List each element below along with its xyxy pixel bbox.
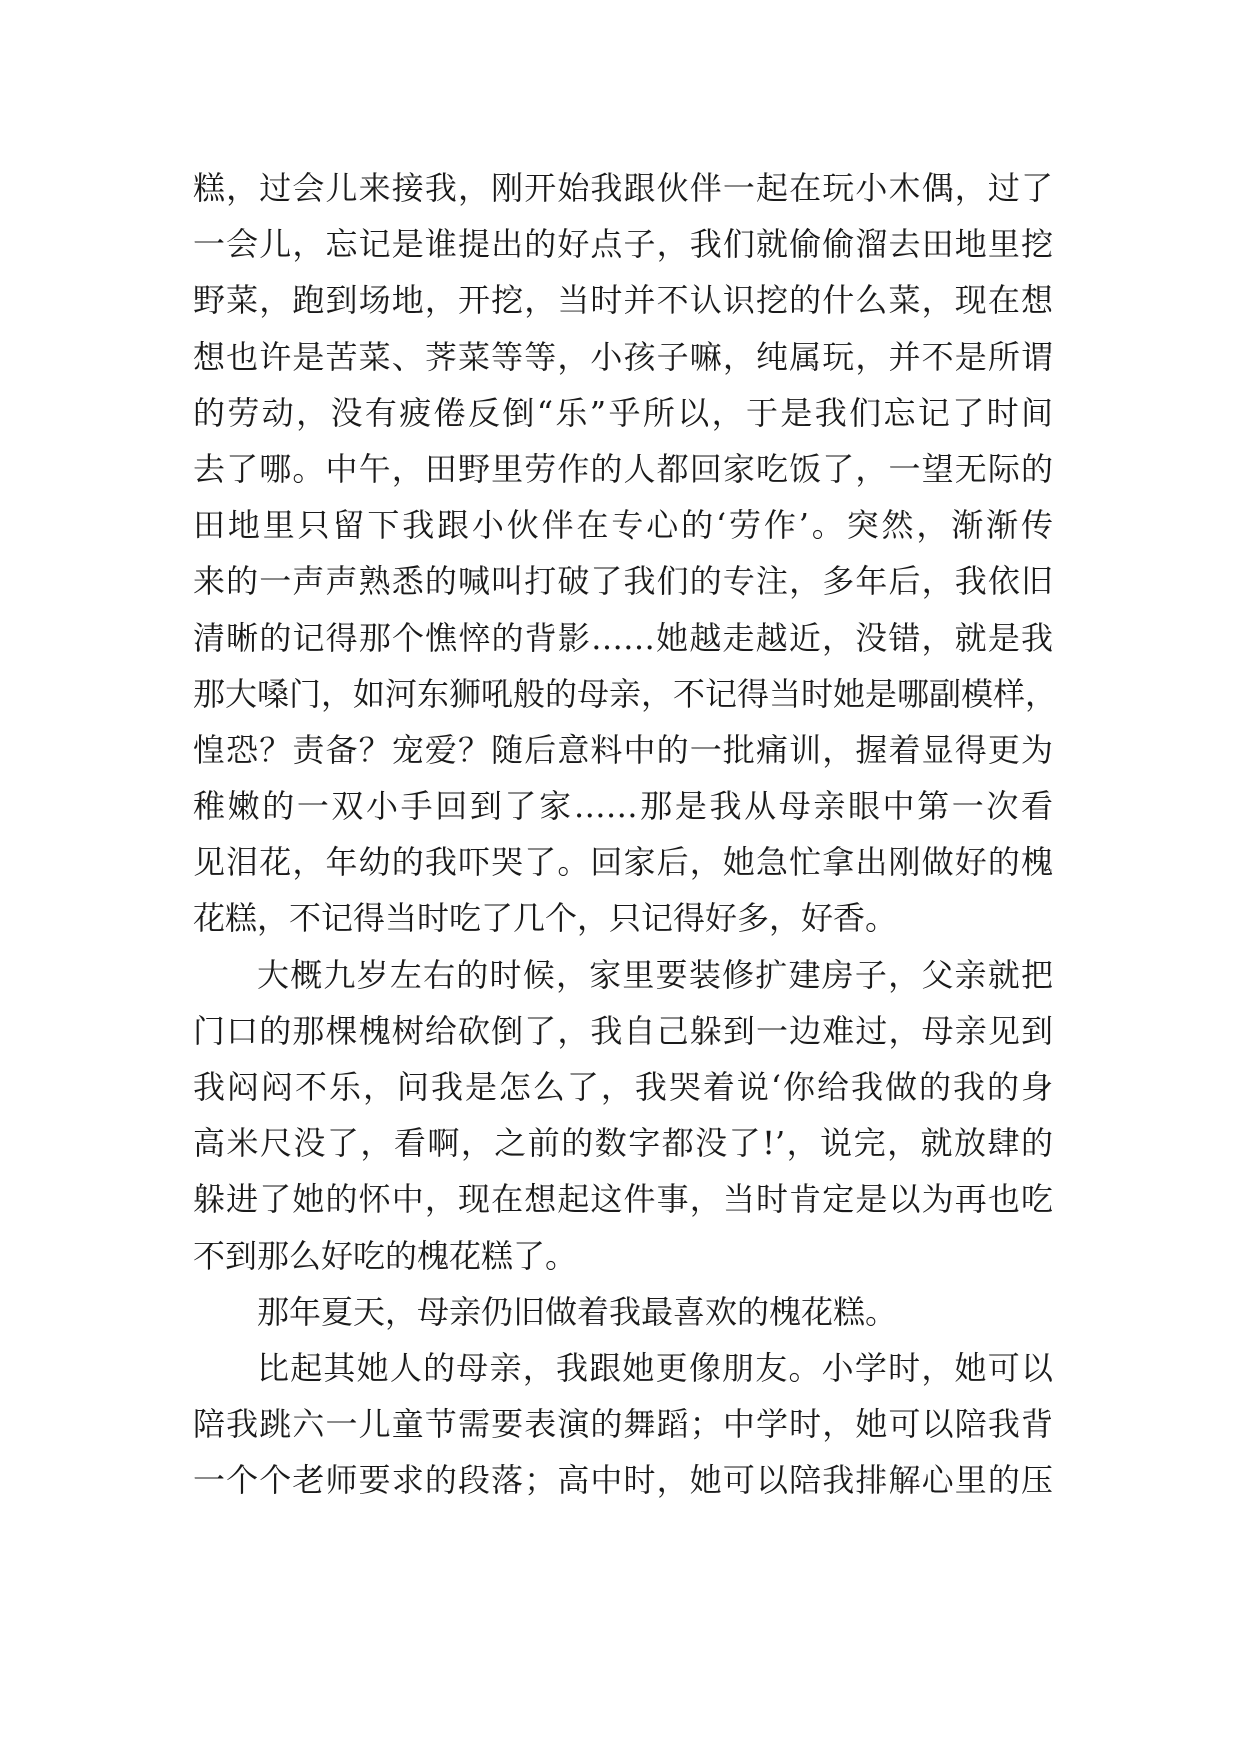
text-line: 见泪花，年幼的我吓哭了。回家后，她急忙拿出刚做好的槐 [193,843,1053,882]
paragraph-1 [193,160,1058,947]
paragraph-4 [193,1340,1053,1509]
text-line: 那年夏天，母亲仍旧做着我最喜欢的槐花糕。 [257,1292,898,1331]
text-line: 高米尺没了，看啊，之前的数字都没了!’，说完，就放肆的 [193,1124,1053,1163]
text-line: 去了哪。中午，田野里劳作的人都回家吃饭了，一望无际的 [193,449,1053,488]
text-line: 田地里只留下我跟小伙伴在专心的‘劳作’。突然，渐渐传 [193,506,1053,545]
text-line: 清晰的记得那个憔悴的背影……她越走越近，没错，就是我 [193,618,1053,657]
text-line: 那大嗓门，如河东狮吼般的母亲，不记得当时她是哪副模样， [193,674,1058,713]
text-line: 野菜，跑到场地，开挖，当时并不认识挖的什么菜，现在想 [193,281,1053,320]
text-line: 花糕，不记得当时吃了几个，只记得好多，好香。 [193,899,898,938]
text-line: 一会儿，忘记是谁提出的好点子，我们就偷偷溜去田地里挖 [193,225,1053,264]
text-line: 来的一声声熟悉的喊叫打破了我们的专注，多年后，我依旧 [193,562,1053,601]
text-line: 躲进了她的怀中，现在想起这件事，当时肯定是以为再也吃 [193,1180,1053,1219]
text-line: 稚嫩的一双小手回到了家……那是我从母亲眼中第一次看 [193,787,1053,826]
text-line: 想也许是苦菜、荠菜等等，小孩子嘛，纯属玩，并不是所谓 [193,337,1053,376]
text-line: 门口的那棵槐树给砍倒了，我自己躲到一边难过，母亲见到 [193,1011,1053,1050]
paragraph-3 [193,1284,1053,1340]
text-line: 大概九岁左右的时候，家里要装修扩建房子，父亲就把 [257,955,1053,994]
body-text [193,160,1058,1509]
text-line: 不到那么好吃的槐花糕了。 [193,1236,578,1275]
text-line: 的劳动，没有疲倦反倒“乐”乎所以，于是我们忘记了时间 [193,393,1053,432]
text-line: 糕，过会儿来接我，刚开始我跟伙伴一起在玩小木偶，过了 [193,169,1053,207]
text-line: 惶恐？责备？宠爱？随后意料中的一批痛训，握着显得更为 [193,730,1053,769]
text-line: 陪我跳六一儿童节需要表演的舞蹈；中学时，她可以陪我背 [193,1405,1053,1444]
paragraph-2 [193,947,1053,1284]
text-line: 一个个老师要求的段落；高中时，她可以陪我排解心里的压 [193,1461,1053,1500]
text-line: 我闷闷不乐，问我是怎么了，我哭着说‘你给我做的我的身 [193,1068,1053,1106]
text-line: 比起其她人的母亲，我跟她更像朋友。小学时，她可以 [257,1348,1053,1387]
